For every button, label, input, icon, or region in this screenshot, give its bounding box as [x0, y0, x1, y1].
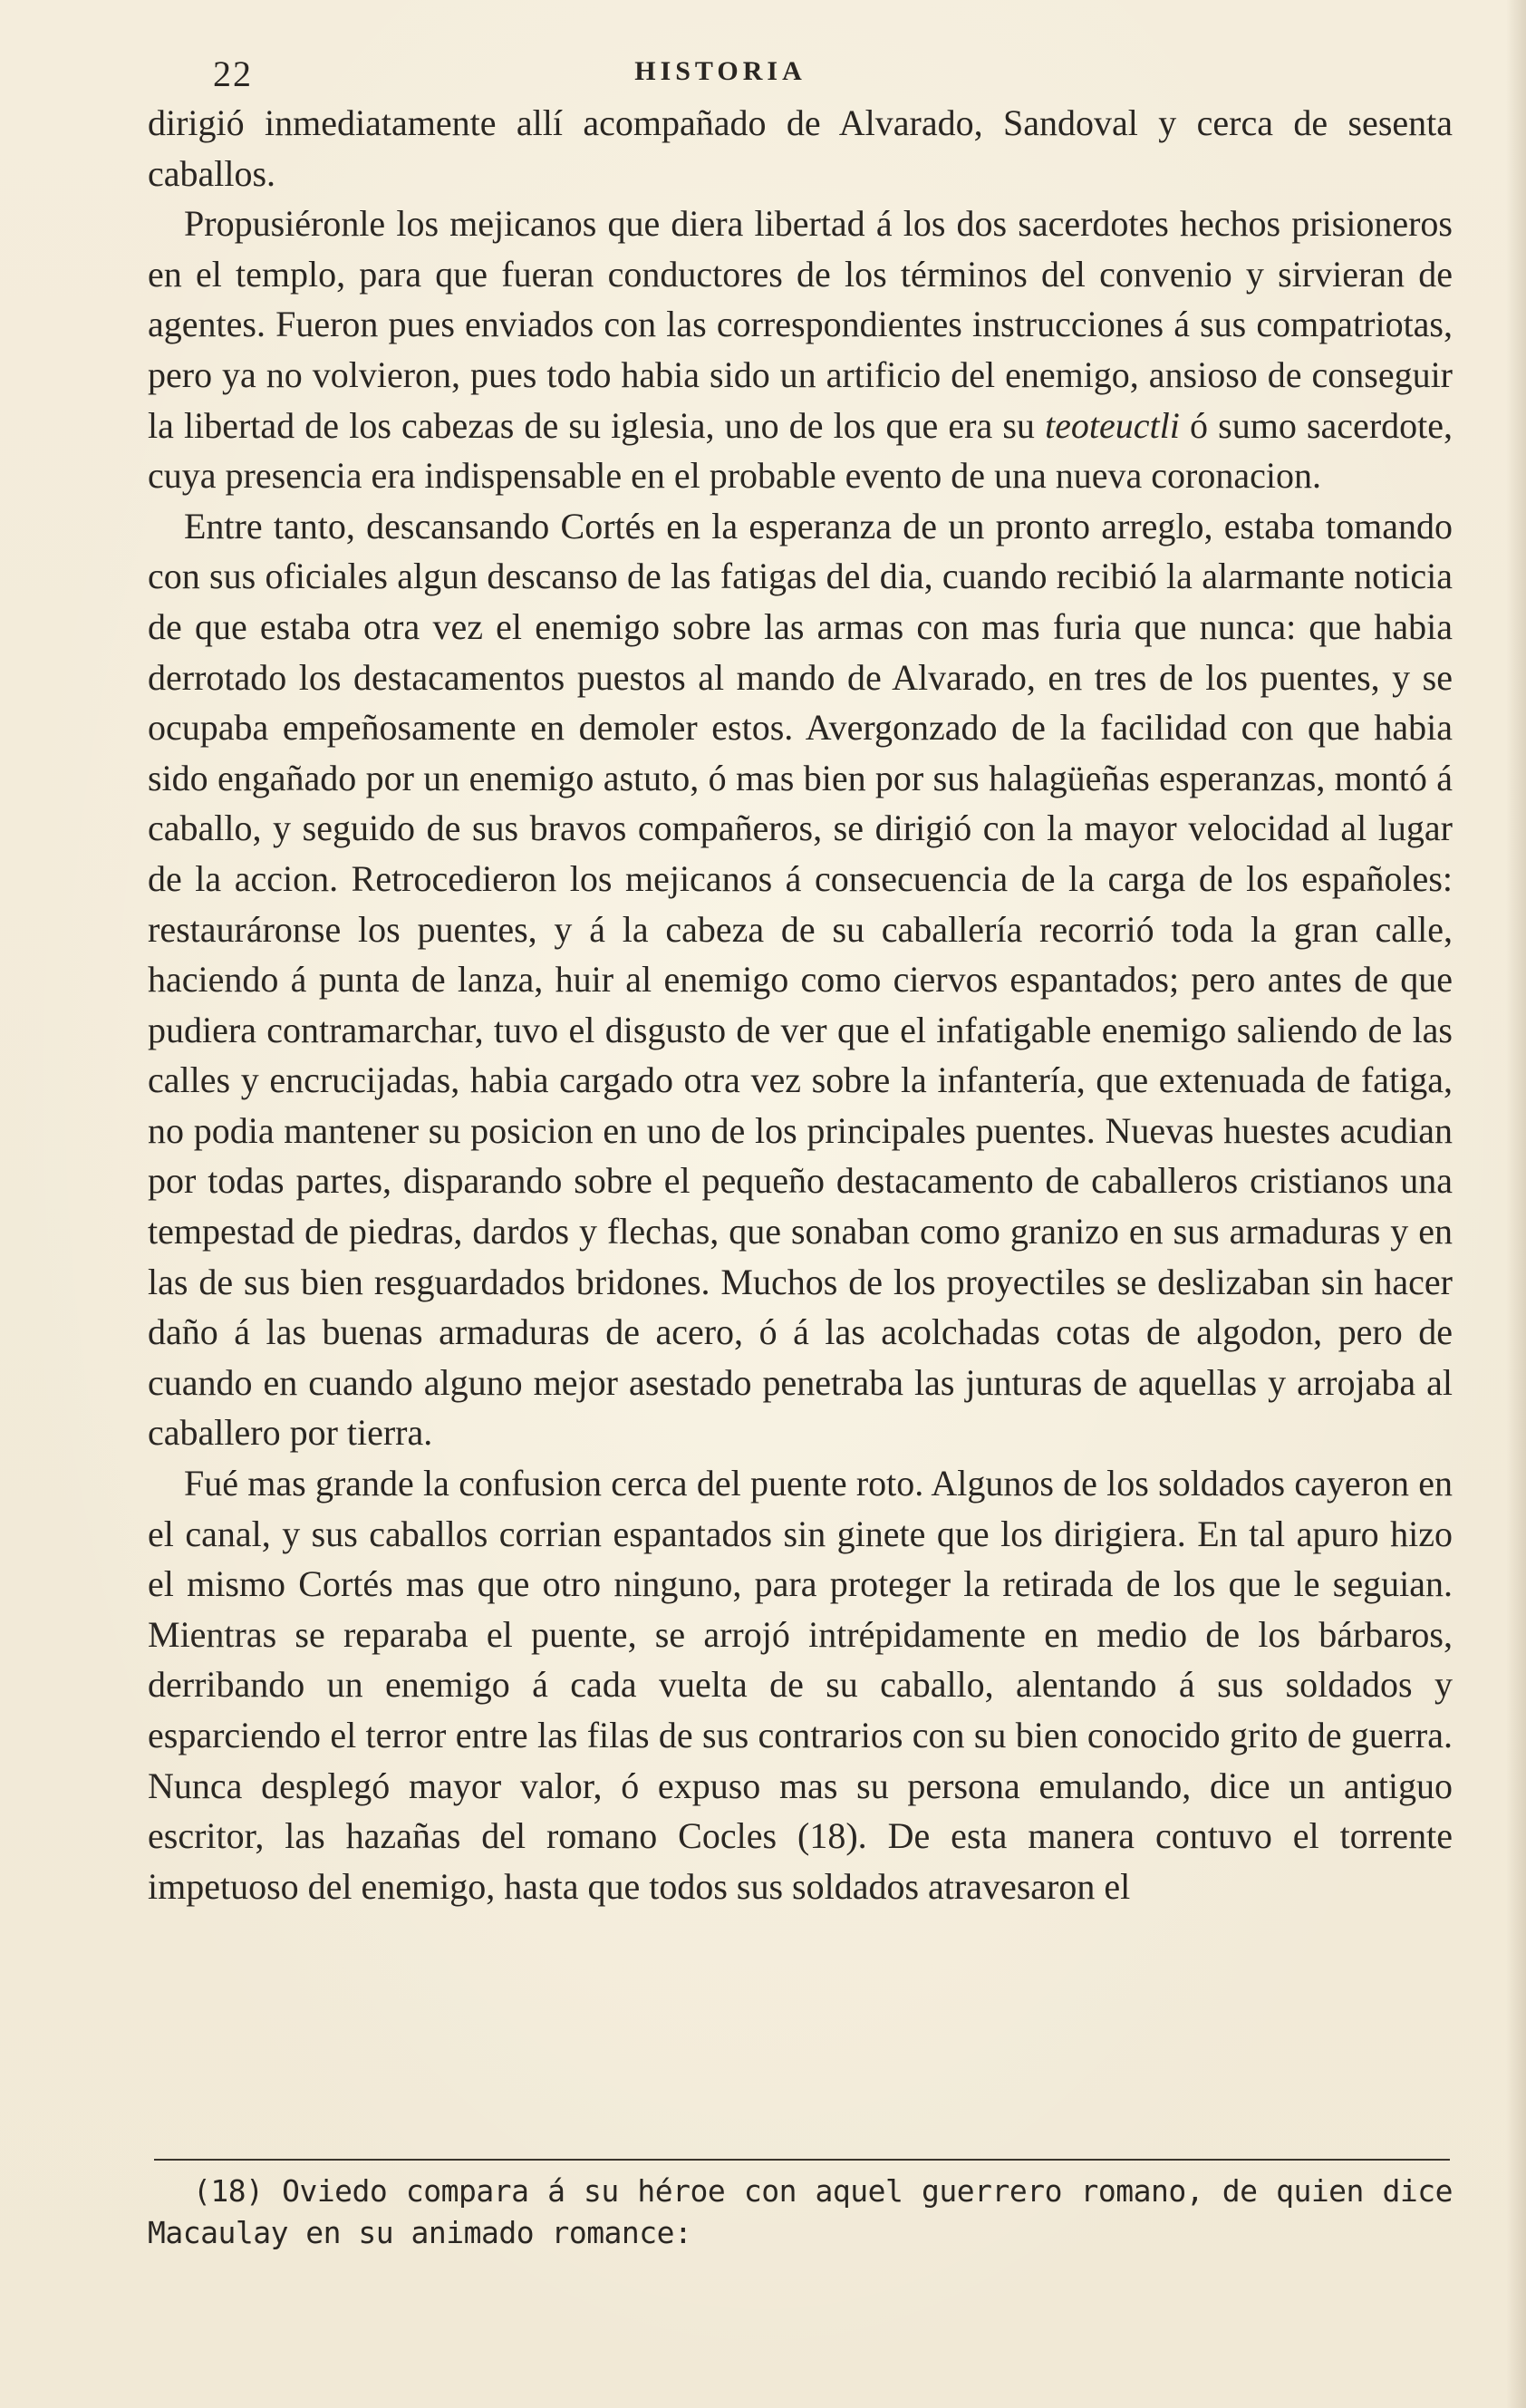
paragraph-priests-text: Propusiéronle los mejicanos que diera libertad á los dos sacerdotes hechos prisioneros en el templo, para que fueran conductores de los términos del convenio y sirvieran de agentes. Fueron pues enviados con las correspondientes instrucciones á sus compatriotas, pero ya no volvieron, pues todo habia sido un artificio del enemigo, ansioso de conseguir la libertad de los cabezas de su iglesia, uno de los que era su	[148, 203, 1453, 446]
body-text	[148, 98, 1453, 1911]
footnote-rule	[154, 2159, 1450, 2161]
paragraph-broken-bridge: Fué mas grande la confusion cerca del puente roto. Algunos de los soldados cayeron en el canal, y sus caballos corrian espantados sin ginete que los dirigiera. En tal apuro hizo el mismo Cortés mas que otro ninguno, para proteger la retirada de los que le seguian. Mientras se reparaba el puente, se arrojó intrépidamente en medio de los bárbaros, derribando un enemigo á cada vuelta de su caballo, alentando á sus soldados y esparciendo el terror entre las filas de sus contrarios con su bien conocido grito de guerra. Nunca desplegó mayor valor, ó expuso mas su persona emulando, dice un antiguo escritor, las hazañas del romano Cocles (18). De esta manera contuvo el torrente impetuoso del enemigo, hasta que todos sus soldados atravesaron el	[148, 1463, 1453, 1907]
footnote-18: (18) Oviedo compara á su héroe con aquel guerrero romano, de quien dice Macaulay en su animado romance:	[148, 2173, 1453, 2250]
paragraph-cortes-battle: Entre tanto, descansando Cortés en la esperanza de un pronto arreglo, estaba tomando con sus oficiales algun descanso de las fatigas del dia, cuando recibió la alarmante noticia de que estaba otra vez el enemigo sobre las armas con mas furia que nunca: que habia derrotado los destacamentos puestos al mando de Alvarado, en tres de los puentes, y se ocupaba empeñosamente en demoler estos. Avergonzado de la facilidad con que habia sido engañado por un enemigo astuto, ó mas bien por sus halagüeñas esperanzas, montó á caballo, y seguido de sus bravos compañeros, se dirigió con la mayor velocidad al lugar de la accion. Retrocedieron los mejicanos á consecuencia de la carga de los españoles: restauráronse los puentes, y á la cabeza de su caballería recorrió toda la gran calle, haciendo á punta de lanza, huir al enemigo como ciervos espantados; pero antes de que pudiera contramarchar, tuvo el disgusto de ver que el infatigable enemigo saliendo de las calles y encrucijadas, habia cargado otra vez sobre la infantería, que extenuada de fatiga, no podia mantener su posicion en uno de los principales puentes. Nuevas huestes acudian por todas partes, disparando sobre el pequeño destacamento de caballeros cristianos una tempestad de piedras, dardos y flechas, que sonaban como granizo en sus armaduras y en las de sus bien resguardados bridones. Muchos de los proyectiles se deslizaban sin hacer daño á las buenas armaduras de acero, ó á las acolchadas cotas de algodon, pero de cuando en cuando alguno mejor asestado penetraba las junturas de aquellas y arrojaba al caballero por tierra.	[148, 505, 1453, 1454]
paragraph-priests-tail: ó sumo sacerdote, cuya presencia era indispensable en el probable evento de una nueva coronacion.	[148, 404, 1454, 497]
paragraph-continuation: dirigió inmediatamente allí acompañado de Alvarado, Sandoval y cerca de sesenta caballos.	[148, 102, 1453, 194]
running-title: HISTORIA	[634, 56, 806, 86]
paragraph-priests	[148, 198, 1453, 501]
page-edge-shadow	[1506, 0, 1526, 2408]
italic-term-teoteuctli: teoteuctli	[1045, 404, 1180, 446]
running-head	[186, 53, 1463, 94]
page-number: 22	[213, 53, 253, 94]
footnote	[148, 2171, 1453, 2254]
